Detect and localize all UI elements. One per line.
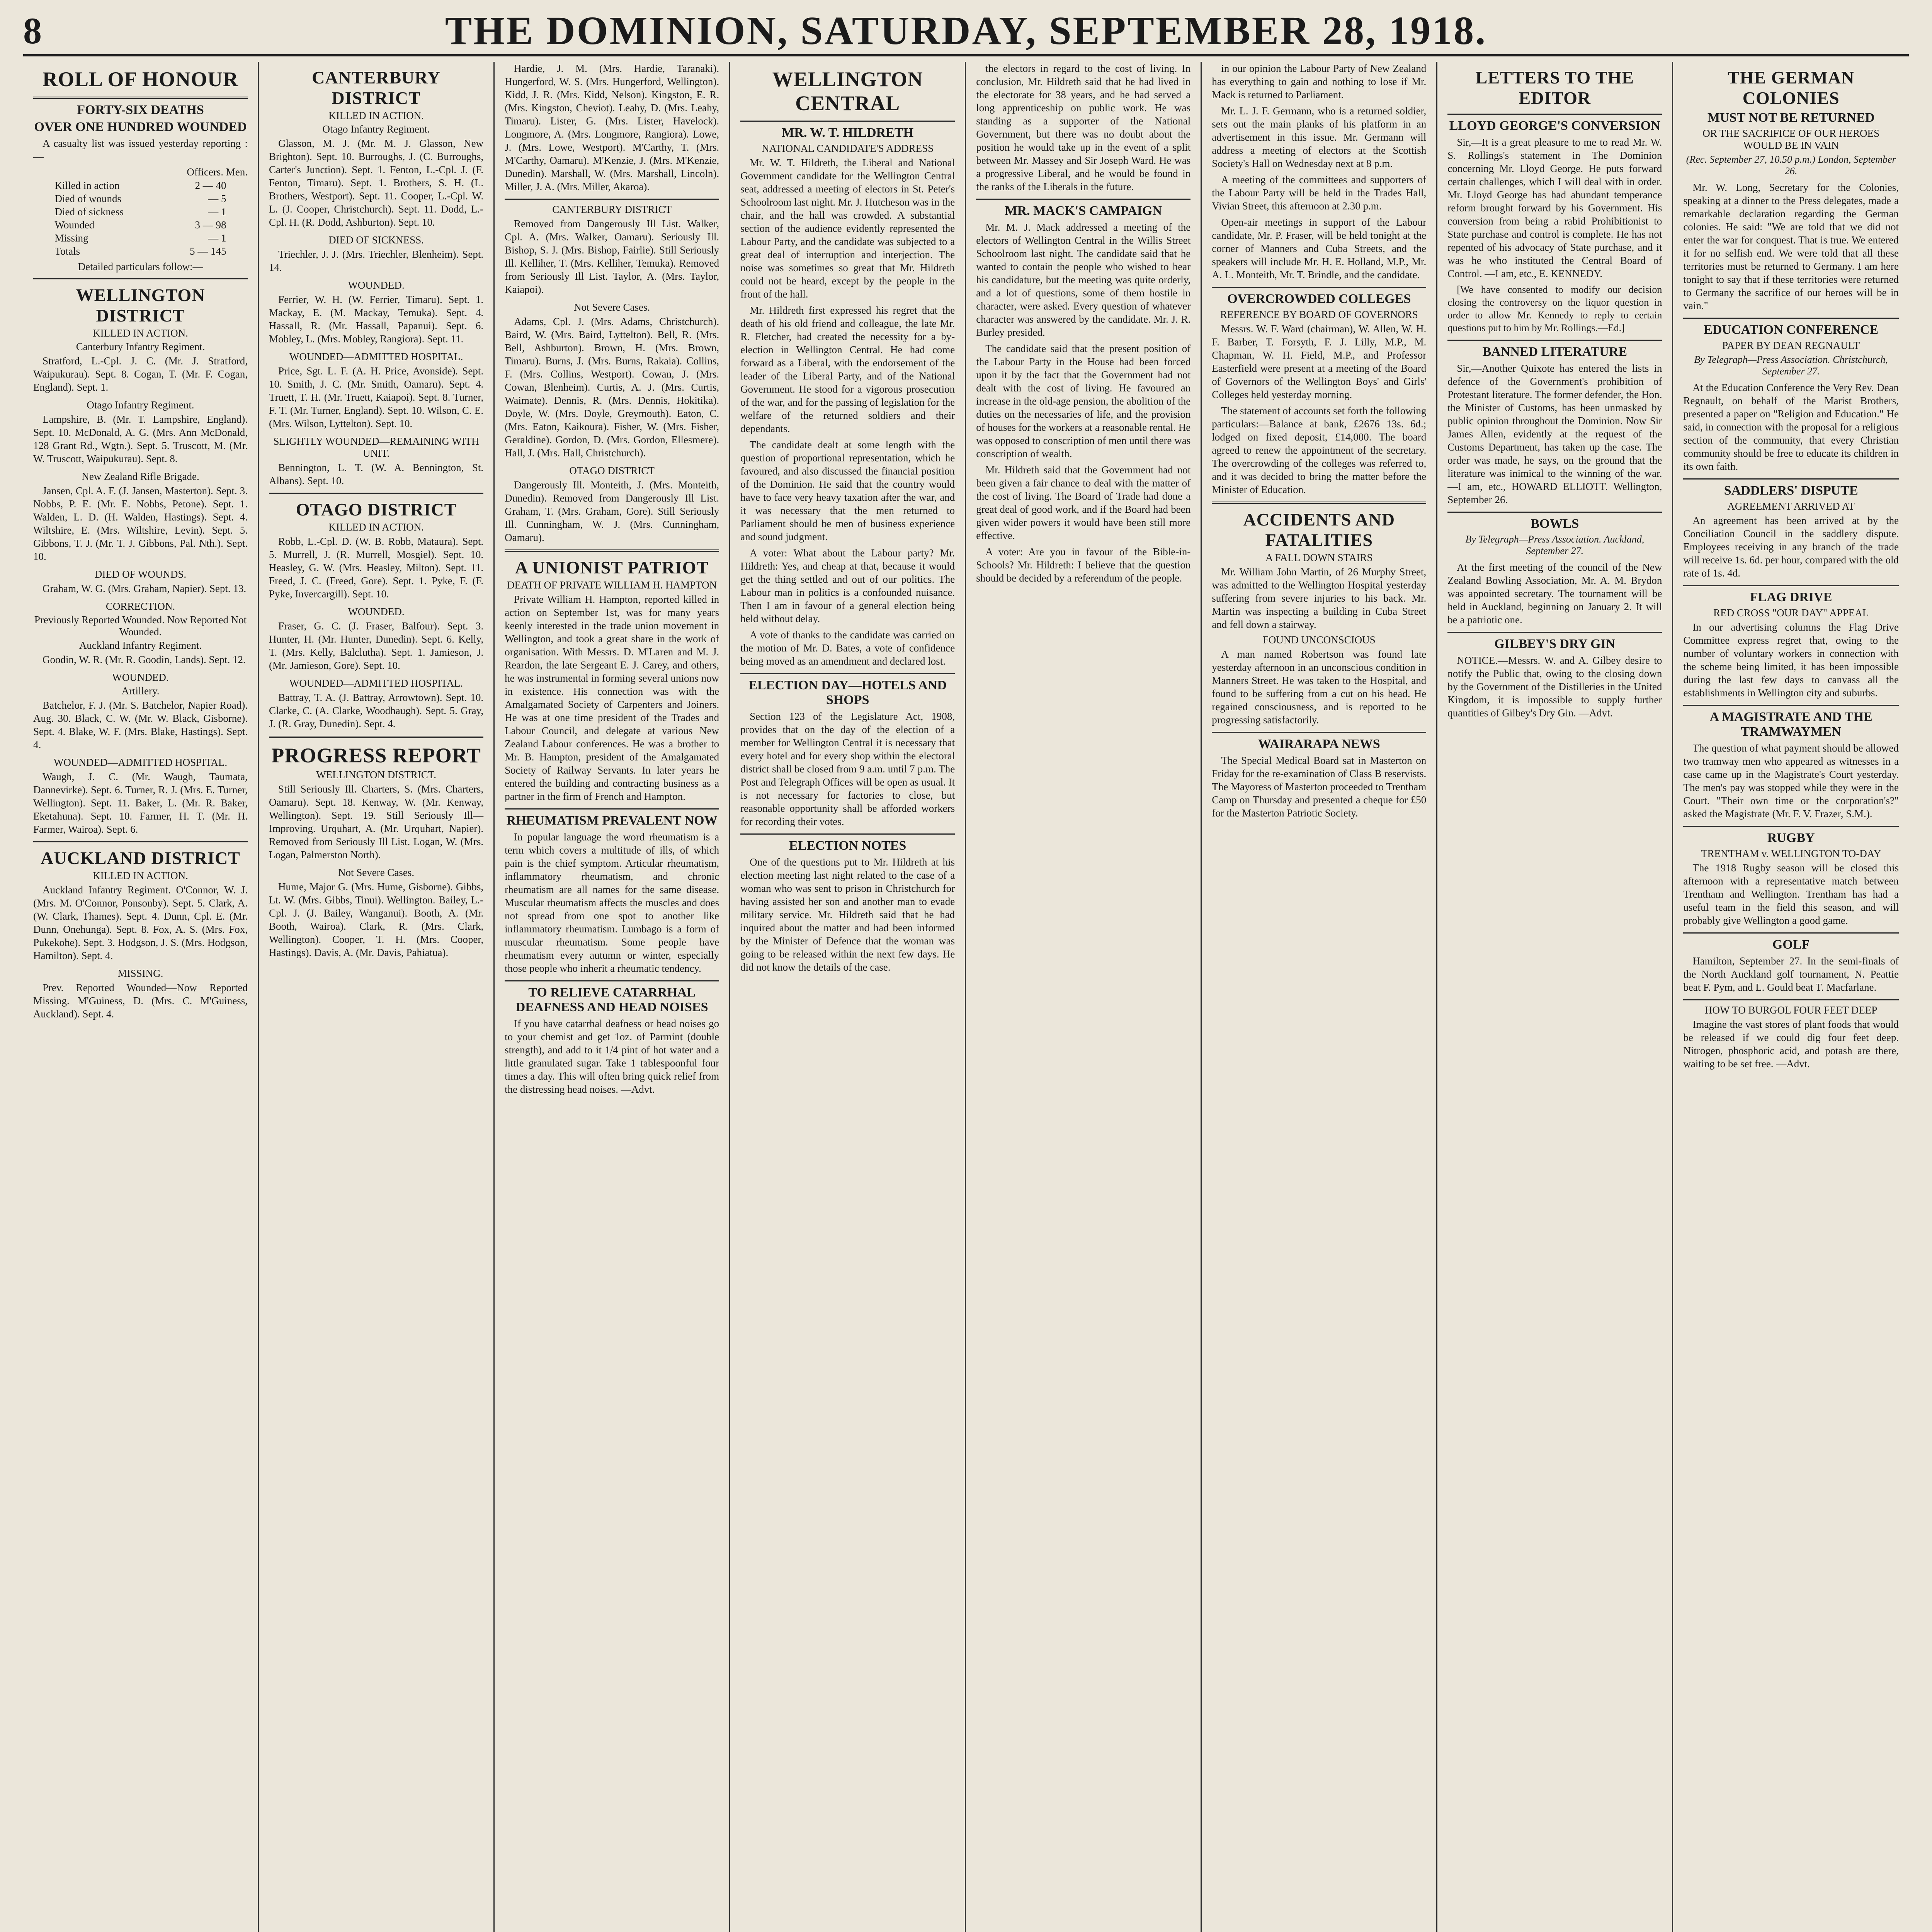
- editor-note: [We have consented to modify our decision closing the controversy on the liquor question in order to allow Mr. Kennedy to reply to certain questions put to him by Mr. Rollings.—Ed.]: [1447, 284, 1662, 333]
- article-paragraph: At the first meeting of the council of the New Zealand Bowling Association, Mr. A. M. Brydon was appointed secretary. The tournament will be held in Auckland, beginning on January 2. It will be a patriotic one.: [1447, 561, 1662, 626]
- article-paragraph: Mr. Hildreth said that the Government had not been given a fair chance to deal with the matter of the cost of living. The Board of Trade had done a great deal of good work, and if the Board had been given wider powers it would have been still more effective.: [976, 464, 1191, 541]
- byline: By Telegraph—Press Association. Auckland, September 27.: [1465, 534, 1645, 556]
- casualty-list: Jansen, Cpl. A. F. (J. Jansen, Masterton). Sept. 3. Nobbs, P. E. (Mr. E. Nobbs, Petone). Sept. 1. Walden, L. D. (H. Walden, Hastings). Sept. 4. Wiltshire, E. (Mrs. Wiltshire, Levin). Sept. 5. Gibbons, T. J. (Mr. T. J. Gibbons, Pal. Nth.). Sept. 10.: [33, 485, 248, 562]
- canterbury-progress-heading: CANTERBURY DISTRICT: [552, 204, 672, 215]
- died-of-wounds-heading: DIED OF WOUNDS.: [94, 568, 187, 580]
- rule: [269, 736, 483, 738]
- rule: [33, 97, 248, 99]
- rule: [740, 121, 955, 122]
- letter-subtitle: LLOYD GEORGE'S CONVERSION: [1449, 119, 1660, 133]
- fall-title: A FALL DOWN STAIRS: [1265, 552, 1373, 563]
- article-paragraph: The 1918 Rugby season will be closed this afternoon with a representative match between Trentham and Wellington. Trentham has had a useful team in the field this season, and will probably give Wellington a good game.: [1683, 862, 1899, 926]
- article-paragraph: Messrs. W. F. Ward (chairman), W. Allen, W. H. F. Barber, T. Forsyth, F. J. Lilly, M.P., M. Chapman, W. H. Field, M.P., and Professor Easterfield were present at a meeting of the Board of Governors of the Wellington Boys' and Girls' Colleges held yesterday morning.: [1212, 323, 1427, 400]
- article-paragraph: The candidate said that the present position of the Labour Party in the House had been forced upon it by the fact that the Government had not dealt with the cost of living. He favoured an increase in the old-age pension, the abolition of the duties on the necessaries of life, and the provision of houses for the workers at a reasonable rental. He was opposed to conscription of men until there was conscription of wealth.: [976, 343, 1191, 459]
- rule: [1212, 502, 1426, 504]
- casualty-list: Robb, L.-Cpl. D. (W. B. Robb, Mataura). Sept. 5. Murrell, J. (R. Murrell, Mosgiel). Sept. 10. Heasley, G. W. (Mrs. Heasley, Milton). Sept. 11. Freed, J. C. (Freed, Gore). Sept. 1. Pyke, F. (F. Pyke, Invercargill). Sept. 10.: [269, 536, 484, 600]
- article-paragraph: Mr. L. J. F. Germann, who is a returned soldier, sets out the main planks of his platform in an advertisement in this issue. Mr. Germann will address a meeting of electors at the Scottish Society's Hall on Wednesday next at 8 p.m.: [1212, 105, 1427, 169]
- totals-row: Died of sickness — 1: [54, 206, 226, 218]
- totals-header: Officers. Men.: [187, 166, 248, 178]
- casualty-list: Batchelor, F. J. (Mr. S. Batchelor, Napier Road). Aug. 30. Black, C. W. (Mr. W. Black, Gisborne). Sept. 4. Blake, W. F. (Mrs. Blake, Hastings). Sept. 4.: [33, 699, 248, 750]
- byline: By Telegraph—Press Association. Christchurch, September 27.: [1694, 354, 1888, 377]
- column-5: [966, 62, 1202, 1932]
- catarrh-title: TO RELIEVE CATARRHAL DEAFNESS AND HEAD NOISES: [515, 985, 708, 1014]
- letters-title: LETTERS TO THE EDITOR: [1475, 68, 1634, 108]
- admitted-hospital-heading: WOUNDED—ADMITTED HOSPITAL.: [53, 757, 228, 768]
- otago-progress-heading: OTAGO DISTRICT: [569, 465, 655, 476]
- article-paragraph: Mr. Hildreth first expressed his regret that the death of his old friend and colleague, the late Mr. R. Fletcher, had created the necessity for a by-election in Wellington Central. He had come forward as a Liberal, with the endorsement of the leader of the Liberal Party, and of the National Government. He stood for a vigorous prosecution of the war, and for the passing of legislation for the welfare of the returned soldiers and their dependants.: [740, 304, 955, 434]
- rule: [1683, 478, 1899, 480]
- killed-heading: KILLED IN ACTION.: [93, 327, 188, 339]
- casualty-list: Price, Sgt. L. F. (A. H. Price, Avonside). Sept. 10. Smith, J. C. (Mr. Smith, Oamaru). Sept. 4. Truett, T. H. (Mr. Truett, Kaiapoi). Sept. 8. Turner, F. T. (Mr. Turner, England). Sept. 10. Wilson, C. E. (Mrs. Wilson, Lyttelton). Sept. 10.: [269, 365, 484, 429]
- casualty-list: Triechler, J. J. (Mrs. Triechler, Blenheim). Sept. 14.: [269, 248, 484, 273]
- masthead-rule: [23, 54, 1909, 56]
- article-paragraph: In our advertising columns the Flag Drive Committee express regret that, owing to the number of voluntary workers in connection with the scheme being limited, it has been impossible during the last few days to canvass all the establishments in Wellington city and suburbs.: [1683, 621, 1899, 699]
- roll-subtitle-2: OVER ONE HUNDRED WOUNDED: [34, 120, 247, 134]
- article-paragraph: A man named Robertson was found late yesterday afternoon in an unconscious condition in Manners Street. He was taken to the Hospital, and found to be suffering from a cut on his head. He regained consciousness, and is reported to be progressing satisfactorily.: [1212, 648, 1427, 726]
- roll-subtitle: FORTY-SIX DEATHS: [77, 103, 204, 117]
- regiment-heading: Canterbury Infantry Regiment.: [76, 341, 205, 352]
- casualty-list: Stratford, L.-Cpl. J. C. (Mr. J. Stratford, Waipukurau). Sept. 8. Cogan, T. (Mr. F. Cogan, England). Sept. 1.: [33, 355, 248, 393]
- column-3: [495, 62, 730, 1932]
- column-4: [730, 62, 966, 1932]
- regiment-heading: Artillery.: [121, 685, 160, 697]
- saddlers-title: SADDLERS' DISPUTE: [1724, 483, 1858, 498]
- article-paragraph: One of the questions put to Mr. Hildreth at his election meeting last night related to the case of a woman who was sent to prison in Christchurch for having assisted her son and another man to evade military service. Mr. Hildreth said that he had inquired about the matter and had been informed by the Minister of Defence that the woman was going to be released within the next few days. He did not know the details of the case.: [740, 856, 955, 973]
- rule: [1447, 114, 1662, 115]
- wounded-heading: WOUNDED.: [348, 279, 405, 291]
- magistrate-title: A MAGISTRATE AND THE TRAMWAYMEN: [1709, 710, 1872, 739]
- letter-text: Sir,—It is a great pleasure to me to read Mr. W. S. Rollings's statement in The Dominion concerning Mr. Lloyd George. He puts forward certain challenges, which I will deal with in order. Mr. Lloyd George has had abundant temperance reform brought forward by his Government. His conversion from being a rabid Prohibitionist to State purchase and control is complete. He has not repented of his advocacy of State purchase, and it was he who instituted the Central Board of Control. —I am, etc., E. KENNEDY.: [1447, 136, 1662, 279]
- rule: [740, 833, 955, 835]
- missing-heading: MISSING.: [117, 968, 163, 979]
- totals-row: Wounded 3 — 98: [54, 219, 226, 231]
- otago-district-title: OTAGO DISTRICT: [296, 500, 457, 519]
- casualty-list: Lampshire, B. (Mr. T. Lampshire, England). Sept. 10. McDonald, A. G. (Mrs. Ann McDonald, 128 Grant Rd., Wgtn.). Sept. 5. Truscott, M. (Mr. W. Truscott, Waipukurau). Sept. 8.: [33, 413, 248, 464]
- rule: [1683, 932, 1899, 934]
- roll-intro: A casualty list was issued yesterday reporting :—: [33, 138, 248, 162]
- admitted-hospital-heading: WOUNDED—ADMITTED HOSPITAL.: [289, 351, 463, 362]
- casualty-list: Fraser, G. C. (J. Fraser, Balfour). Sept. 3. Hunter, H. (Mr. Hunter, Dunedin). Sept. 6. Kelly, T. (Mrs. Kelly, Balclutha). Sept. 1. Jamieson, J. (Mr. Jamieson, Gore). Sept. 10.: [269, 620, 484, 671]
- rule: [505, 808, 719, 810]
- casualty-list: Auckland Infantry Regiment. O'Connor, W. J. (Mrs. M. O'Connor, Ponsonby). Sept. 5. Clark, A. (W. Clark, Thames). Sept. 4. Dunn, Cpl. E. (Mr. Dunn, Onehunga). Sept. 8. Fox, A. S. (Mrs. Fox, Pukekohe). Sept. 3. Hodgson, J. S. (Mrs. Hodgson, Hamilton). Sept. 4.: [33, 884, 248, 961]
- rule: [505, 549, 719, 552]
- column-1: [23, 62, 259, 1932]
- regiment-heading: Otago Infantry Regiment.: [322, 123, 430, 135]
- wounded-heading: WOUNDED.: [348, 606, 405, 617]
- rheumatism-title: RHEUMATISM PREVALENT NOW: [506, 813, 718, 828]
- rule: [505, 199, 719, 200]
- admitted-hospital-heading: WOUNDED—ADMITTED HOSPITAL.: [289, 677, 463, 689]
- not-severe-heading: Not Severe Cases.: [574, 301, 650, 313]
- rule: [505, 980, 719, 981]
- rule: [1683, 318, 1899, 319]
- election-notes-title: ELECTION NOTES: [789, 838, 906, 853]
- rule: [740, 673, 955, 674]
- german-colonies-subtitle-2: OR THE SACRIFICE OF OUR HEROES WOULD BE IN VAIN: [1702, 128, 1880, 151]
- rugby-title: RUGBY: [1767, 831, 1815, 845]
- slightly-wounded-heading: SLIGHTLY WOUNDED—REMAINING WITH UNIT.: [273, 435, 479, 459]
- article-paragraph: in our opinion the Labour Party of New Zealand has everything to gain and nothing to lose if Mr. Mack is returned to Parliament.: [1212, 63, 1427, 100]
- article-paragraph: Mr. W. T. Hildreth, the Liberal and National Government candidate for the Wellington Central seat, addressed a meeting of electors in St. Peter's Schoolroom last night. Mr. J. Hutcheson was in the chair, and the hall was crowded. A substantial section of the audience evidently represented the Labour Party, and the candidate was subjected to a great deal of interruption and interjection. The noise was sometimes so great that Mr. Hildreth could not be heard, except by the people in the front of the hall.: [740, 157, 955, 300]
- patriot-title: A UNIONIST PATRIOT: [515, 558, 709, 577]
- gin-title: GILBEY'S DRY GIN: [1494, 637, 1616, 651]
- totals-row: Killed in action 2 — 40: [54, 180, 226, 191]
- rule: [1447, 632, 1662, 633]
- hildreth-subtitle: MR. W. T. HILDRETH: [782, 126, 914, 140]
- article-paragraph: A vote of thanks to the candidate was carried on the motion of Mr. D. Bates, a vote of confidence being moved as an amendment and declared lost.: [740, 629, 955, 667]
- casualty-list: Bennington, L. T. (W. A. Bennington, St. Albans). Sept. 10.: [269, 462, 484, 486]
- progress-list: Removed from Dangerously Ill List. Walker, Cpl. A. (Mrs. Walker, Oamaru). Seriously Ill. Bishop, S. J. (Mrs. Bishop, Fairlie). Still Seriously Ill. Kelliher, T. (Mrs. Kelliher, Temuka). Removed from Seriously Ill List. Taylor, A. (Mrs. Taylor, Kaiapoi).: [505, 218, 719, 295]
- saddlers-subtitle: AGREEMENT ARRIVED AT: [1727, 500, 1855, 512]
- rule: [1683, 999, 1899, 1000]
- advertisement-text: NOTICE.—Messrs. W. and A. Gilbey desire to notify the Public that, owing to the closing down by the Government of the Distilleries in the United Kingdom, it is impossible to supply further quantities of Gilbey's Dry Gin. —Advt.: [1447, 655, 1662, 719]
- letter-subtitle: BANNED LITERATURE: [1482, 345, 1627, 359]
- progress-subtitle: WELLINGTON DISTRICT.: [316, 769, 437, 781]
- bowls-title: BOWLS: [1531, 517, 1579, 531]
- totals-table: [55, 179, 226, 258]
- education-title: EDUCATION CONFERENCE: [1704, 323, 1879, 337]
- article-paragraph: A meeting of the committees and supporters of the Labour Party will be held in the Trades Hall, Vivian Street, this afternoon at 2.30 p.m.: [1212, 174, 1427, 212]
- address-subtitle: NATIONAL CANDIDATE'S ADDRESS: [762, 143, 934, 154]
- patriot-subtitle: DEATH OF PRIVATE WILLIAM H. HAMPTON: [507, 579, 717, 591]
- rule: [976, 199, 1190, 200]
- wellington-district-title: WELLINGTON DISTRICT: [76, 285, 205, 325]
- totals-row: Totals 5 — 145: [54, 245, 226, 257]
- article-paragraph: The Special Medical Board sat in Masterton on Friday for the re-examination of Class B reservists. The Mayoress of Masterton proceeded to Trentham Camp on Thursday and presented a cheque for £50 for the Masterton Patriotic Society.: [1212, 755, 1427, 819]
- rule: [1683, 705, 1899, 706]
- page-number: 8: [23, 10, 42, 51]
- auckland-district-title: AUCKLAND DISTRICT: [41, 848, 240, 868]
- casualty-list: Glasson, M. J. (Mr. M. J. Glasson, New Brighton). Sept. 10. Burroughs, J. (C. Burroughs, Carter's Junction). Sept. 1. Fenton, L.-Cpl. J. (F. Fenton, Timaru). Sept. 1. Brothers, S. H. (L. Brothers, Westport). Sept. 11. Cooper, L.-Cpl. W. L. (J. Cooper, Christchurch). Sept. 11. Dodd, L.-Cpl. H. (R. Dodd, Ashburton). Sept. 10.: [269, 138, 484, 228]
- totals-row: Died of wounds — 5: [54, 193, 226, 204]
- byline: (Rec. September 27, 10.50 p.m.) London, September 26.: [1686, 154, 1896, 177]
- accidents-title: ACCIDENTS AND FATALITIES: [1243, 510, 1395, 550]
- election-day-title: ELECTION DAY—HOTELS AND SHOPS: [748, 678, 947, 707]
- regiment-heading: Otago Infantry Regiment.: [87, 399, 194, 411]
- progress-list: Hardie, J. M. (Mrs. Hardie, Taranaki). Hungerford, W. S. (Mrs. Hungerford, Wellington). Kidd, J. R. (Mrs. Kidd, Nelson). Kingston, E. R. (Mrs. Kingston, Cheviot). Leahy, D. (Mrs. Leahy, Timaru). Lister, G. (Mrs. Lister, Havelock). Longmore, A. (Mrs. Longmore, Rangiora). Lowe, J. (Mrs. Lowe, Westport). M'Carthy, T. (Mrs. M'Carthy, Oamaru). M'Kenzie, J. (Mrs. M'Kenzie, Dunedin). Marshall, W. (Mrs. Marshall, Lincoln). Miller, J. A. (Mrs. Miller, Akaroa).: [505, 63, 719, 192]
- casualty-list: Ferrier, W. H. (W. Ferrier, Timaru). Sept. 1. Mackay, E. (M. Mackay, Temuka). Sept. 4. Hassall, R. (Mr. Hassall, Papanui). Sept. 6. Mobley, L. (Mrs. Mobley, Rangiora). Sept. 11.: [269, 294, 484, 345]
- patriot-text: Private William H. Hampton, reported killed in action on September 1st, was for many years keenly interested in the trade union movement in Wellington, and took a great share in the work of organisation. With Messrs. D. M'Laren and M. J. Reardon, the late Sergeant E. J. Carey, and others, he was instrumental in forming several unions now in existence. His connection was with the Amalgamated Society of Carpenters and Joiners. He was at one time president of the Trades and Labour Council, and delegate at various New Zealand Labour conferences. He was a brother to Mr. B. Hampton, president of the Amalgamated Society of Railway Servants. In later years he entered the building and contracting business as a partner in the firm of French and Hampton.: [505, 594, 719, 802]
- progress-list: Dangerously Ill. Monteith, J. (Mrs. Monteith, Dunedin). Removed from Dangerously Ill List. Graham, T. (Mrs. Graham, Gore). Still Seriously Ill. Cunningham, W. J. (Mrs. Cunningham, Oamaru).: [505, 479, 719, 543]
- canterbury-district-title: CANTERBURY DISTRICT: [312, 68, 441, 108]
- column-8: [1673, 62, 1909, 1932]
- article-paragraph: the electors in regard to the cost of living. In conclusion, Mr. Hildreth said that he had lived in the electorate for 38 years, and he had served a long apprenticeship on public work. He was standing as a supporter of the National Government, but there was no doubt about the position he would take up in the event of a split between Mr. Massey and Sir Joseph Ward. He was a progressive Liberal, and he would be found in the ranks of the Liberals in the future.: [976, 63, 1191, 192]
- rule: [1212, 287, 1426, 288]
- column-6: [1202, 62, 1437, 1932]
- rule: [1447, 340, 1662, 341]
- progress-list: Hume, Major G. (Mrs. Hume, Gisborne). Gibbs, Lt. W. (Mrs. Gibbs, Tinui). Wellington. Bailey, L.-Cpl. J. (J. Bailey, Wanganui). Booth, A. (Mr. Booth, Wairoa). Clark, R. (Mrs. Clark, Wellington). Cooper, T. H. (Mrs. Cooper, Hastings). Davis, A. (Mr. Davis, Pahiatua).: [269, 881, 484, 958]
- article-paragraph: Section 123 of the Legislature Act, 1908, provides that on the day of the election of a member for Wellington Central it is necessary that every hotel and for every shop within the electoral district shall be closed from 9 a.m. until 7 p.m. The Post and Telegraph Offices will be open as usual. It is not necessary for factories to close, but reasonable opportunity shall be afforded workers for recording their votes.: [740, 711, 955, 827]
- wairarapa-title: WAIRARAPA NEWS: [1258, 737, 1380, 751]
- article-paragraph: A voter: Are you in favour of the Bible-in-Schools? Mr. Hildreth: I believe that the question should be decided by a referendum of the people.: [976, 546, 1191, 584]
- wounded-heading: WOUNDED.: [112, 672, 169, 683]
- casualty-list: Waugh, J. C. (Mr. Waugh, Taumata, Dannevirke). Sept. 6. Turner, R. J. (Mrs. E. Turner, Wellington). Sept. 11. Baker, L. (Mr. R. Baker, Eketahuna). Sept. 10. Farmer, H. T. (Mr. H. Farmer, Wairoa). Sept. 6.: [33, 771, 248, 835]
- not-severe-heading: Not Severe Cases.: [338, 867, 415, 878]
- article-paragraph: Mr. William John Martin, of 26 Murphy Street, was admitted to the Wellington Hospital yesterday suffering from severe injuries to his back. Mr. Martin was inspecting a building in Cuba Street and fell down a stairway.: [1212, 566, 1427, 630]
- rule: [1447, 512, 1662, 513]
- wellington-central-title: WELLINGTON CENTRAL: [772, 68, 923, 115]
- flag-drive-subtitle: RED CROSS "OUR DAY" APPEAL: [1713, 607, 1869, 619]
- article-paragraph: Mr. W. Long, Secretary for the Colonies, speaking at a dinner to the Press delegates, made a remarkable declaration regarding the German colonies. He said: "We are told that we did not enter the war for conquest. That is true. We entered it for no selfish end. We were told that all these territories must be returned to Germany. I am here tonight to say that if these territories were returned to Germany the sacrifice of our heroes will be in vain.": [1683, 182, 1899, 311]
- column-2: [259, 62, 495, 1932]
- article-paragraph: The statement of accounts set forth the following particulars:—Balance at bank, £2676 13s. 6d.; lodged on fixed deposit, £14,000. The board agreed to renew the appointment of the secretary. The overcrowding of the colleges was referred to, and it was decided to bring the matter before the Minister of Education.: [1212, 405, 1427, 495]
- regiment-heading: Auckland Infantry Regiment.: [79, 639, 202, 651]
- rule: [33, 278, 248, 279]
- letter-text: Sir,—Another Quixote has entered the lists in defence of the Government's prohibition of Protestant literature. The former defender, the Hon. the Minister of Customs, has been unmasked by public opinion throughout the Dominion. Now Sir James Allen, evidently at the request of the Customs Department, has taken up the case. The order was made, he says, on the ground that the literature was inimical to the winning of the war. —I am, etc., HOWARD ELLIOTT. Wellington, September 26.: [1447, 362, 1662, 505]
- rule: [1683, 826, 1899, 827]
- masthead: [23, 8, 1909, 53]
- progress-list: Adams, Cpl. J. (Mrs. Adams, Christchurch). Baird, W. (Mrs. Baird, Lyttelton). Bell, R. (Mrs. Bell, Ashburton). Brown, H. (Mrs. Brown, Timaru). Burns, J. (Mrs. Burns, Rakaia). Collins, F. (Mrs. Collins, Westport). Cowan, J. (Mrs. Cowan, Blenheim). Curtis, A. J. (Mrs. Curtis, Waimate). Dennis, R. (Mrs. Dennis, Hokitika). Doyle, W. (Mrs. Doyle, Greymouth). Eaton, C. (Mrs. Eaton, Kaikoura). Fisher, W. (Mrs. Fisher, Geraldine). Gordon, D. (Mrs. Gordon, Ellesmere). Hall, J. (Mrs. Hall, Christchurch).: [505, 316, 719, 459]
- article-paragraph: At the Education Conference the Very Rev. Dean Regnault, on behalf of the Marist Brothers, presented a paper on "Religion and Education." He said, in connection with the proposal for a religious section of the community, that every Christian community should be free to educate its children in its own faith.: [1683, 382, 1899, 472]
- column-7: [1437, 62, 1673, 1932]
- catarrh-text: If you have catarrhal deafness or head noises go to your chemist and get 1oz. of Parmint (double strength), and add to it 1/4 pint of hot water and a little granulated sugar. Take 1 tablespoonful four times a day. This will often bring quick relief from the distressing head noises. —Advt.: [505, 1018, 719, 1095]
- rule: [1212, 732, 1426, 733]
- flag-drive-title: FLAG DRIVE: [1750, 590, 1832, 604]
- german-colonies-subtitle: MUST NOT BE RETURNED: [1707, 111, 1875, 125]
- german-colonies-title: THE GERMAN COLONIES: [1728, 68, 1855, 108]
- correction-heading: CORRECTION.: [105, 600, 175, 612]
- found-title: FOUND UNCONSCIOUS: [1262, 634, 1376, 646]
- rule: [33, 841, 248, 842]
- rugby-subtitle: TRENTHAM v. WELLINGTON TO-DAY: [1701, 848, 1881, 859]
- article-paragraph: Hamilton, September 27. In the semi-finals of the North Auckland golf tournament, N. Peattie beat F. Pym, and L. Gould beat T. Macfarlane.: [1683, 955, 1899, 993]
- article-paragraph: Open-air meetings in support of the Labour candidate, Mr. P. Fraser, will be held tonight at the corner of Manners and Cuba Streets, and the speakers will include Mr. H. E. Holland, M.P., Mr. A. L. Monteith, Mr. T. Brindle, and the candidate.: [1212, 216, 1427, 281]
- rule: [269, 493, 483, 494]
- regiment-heading: New Zealand Rifle Brigade.: [82, 471, 199, 482]
- casualty-list: Prev. Reported Wounded—Now Reported Missing. M'Guiness, D. (Mrs. C. M'Guiness, Auckland). Sept. 4.: [33, 982, 248, 1020]
- article-paragraph: An agreement has been arrived at by the Conciliation Council in the saddlery dispute. Employees receiving in any branch of the trade will receive 1s. 6d. per hour, compared with the old rate of 1s. 4d.: [1683, 515, 1899, 579]
- colleges-subtitle: REFERENCE BY BOARD OF GOVERNORS: [1220, 309, 1418, 320]
- mack-campaign-title: MR. MACK'S CAMPAIGN: [1005, 204, 1162, 218]
- education-subtitle: PAPER BY DEAN REGNAULT: [1722, 340, 1860, 351]
- casualty-list: Battray, T. A. (J. Battray, Arrowtown). Sept. 10. Clarke, C. (A. Clarke, Woodhaugh). Sept. 5. Gray, J. (R. Gray, Dunedin). Sept. 4.: [269, 692, 484, 730]
- colleges-title: OVERCROWDED COLLEGES: [1227, 292, 1411, 306]
- article-paragraph: The candidate dealt at some length with the question of proportional representation, which he favoured, and also discussed the financial position of the Dominion. He said that the country would have to face very heavy taxation after the war, and it was necessary that the men returned to Parliament should be men of business experience and sound judgment.: [740, 439, 955, 543]
- totals-row: Missing — 1: [54, 232, 226, 244]
- casualty-list: Graham, W. G. (Mrs. Graham, Napier). Sept. 13.: [43, 583, 247, 594]
- died-of-sickness-heading: DIED OF SICKNESS.: [328, 234, 424, 246]
- advertisement-title: HOW TO BURGOL FOUR FEET DEEP: [1705, 1004, 1878, 1016]
- rule: [1683, 585, 1899, 586]
- columns: [23, 62, 1909, 1932]
- progress-report-title: PROGRESS REPORT: [271, 744, 481, 767]
- article-paragraph: The question of what payment should be allowed two tramway men who appeared as witnesses in a case came up in the Magistrate's Court yesterday. The men's pay was stopped while they were in the Court. "Their own time or the corporation's?" asked the Magistrate (Mr. F. V. Frazer, S.M.).: [1683, 742, 1899, 820]
- detail-note: Detailed particulars follow:—: [78, 261, 203, 272]
- article-paragraph: Mr. M. J. Mack addressed a meeting of the electors of Wellington Central in the Willis Street Schoolroom last night. The candidate said that he wanted to contain the people who wished to hear his candidature, but the meeting was quite orderly, and a lot of questions, some of them hostile in character, were asked. Every question of whatever character was answered by the candidate. Mr. J. R. Burley presided.: [976, 221, 1191, 338]
- roll-of-honour-title: ROLL OF HONOUR: [43, 68, 239, 91]
- masthead-title: THE DOMINION, SATURDAY, SEPTEMBER 28, 1918.: [445, 9, 1487, 53]
- rheumatism-text: In popular language the word rheumatism is a term which covers a multitude of ills, of which pain is the chief symptom. Articular rheumatism, inflammatory rheumatism, and chronic rheumatism are all names for the same disease. Muscular rheumatism affects the muscles and does not spread from one spot to another like inflammatory rheumatism. Lumbago is a form of muscular rheumatism. Some people have rheumatism every autumn or winter, especially those people who inherit a rheumatic tendency.: [505, 831, 719, 974]
- advertisement-text: Imagine the vast stores of plant foods that would be released if we could dig four feet deep. Nitrogen, phosphoric acid, and potash are there, waiting to be set free. —Advt.: [1683, 1019, 1899, 1070]
- golf-title: GOLF: [1772, 937, 1810, 952]
- casualty-list: Goodin, W. R. (Mr. R. Goodin, Lands). Sept. 12.: [43, 654, 246, 665]
- killed-heading: KILLED IN ACTION.: [328, 110, 424, 121]
- progress-list: Still Seriously Ill. Charters, S. (Mrs. Charters, Oamaru). Sept. 18. Kenway, W. (Mr. Kenway, Wellington). Sept. 19. Still Seriously Ill—Improving. Urquhart, A. (Mr. Urquhart, Napier). Removed from Seriously Ill List. Logan, W. (Mrs. Logan, Palmerston North).: [269, 783, 484, 861]
- article-paragraph: A voter: What about the Labour party? Mr. Hildreth: Yes, and cheap at that, because it would get the thing settled and out of our politics. The Labour man in politics is a confounded nuisance. Then I am in favour of a general election being held without delay.: [740, 547, 955, 624]
- correction-text: Previously Reported Wounded. Now Reported Not Wounded.: [34, 614, 247, 638]
- killed-heading: KILLED IN ACTION.: [93, 870, 188, 881]
- killed-heading: KILLED IN ACTION.: [328, 521, 424, 533]
